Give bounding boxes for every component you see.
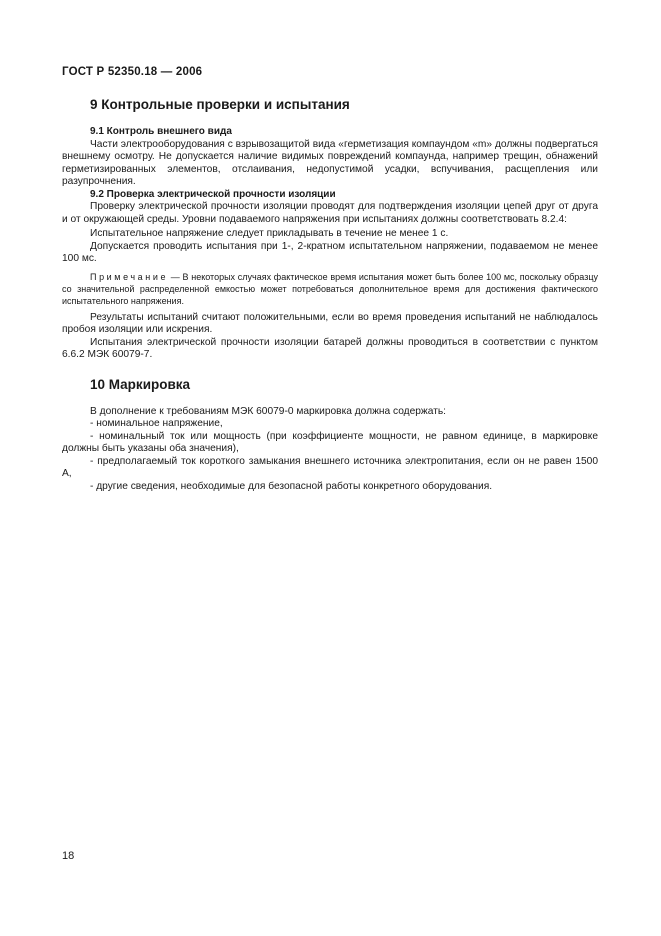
document-body (62, 96, 598, 493)
marking-item: - номинальное напряжение, (90, 418, 223, 429)
note-paragraph (62, 271, 598, 307)
marking-item: - предполагаемый ток короткого замыкания внешнего источника электропитания, если он не равен 1500 А, (62, 455, 598, 479)
section-9-2-paragraph-4: Результаты испытаний считают положительными, если во время проведения испытаний не наблюдалось пробоя изоляции или искрения. (62, 311, 598, 335)
section-9-2-paragraph-1: Проверку электрической прочности изоляции проводят для подтверждения изоляции цепей друг от друга и от окружающей среды. Уровни подаваемого напряжения при испытаниях должны соответствовать 8.2.4: (62, 201, 598, 225)
marking-item: - другие сведения, необходимые для безопасной работы конкретного оборудования. (90, 480, 493, 492)
section-10-intro: В дополнение к требованиям МЭК 60079-0 маркировка должна содержать: (90, 405, 446, 417)
page-number: 18 (62, 850, 75, 862)
marking-item: - номинальный ток или мощность (при коэффициенте мощности, не равном единице, в маркировке должны быть указаны оба значения), (62, 430, 598, 454)
section-9-2-paragraph-3: Допускается проводить испытания при 1-, 2-кратном испытательном напряжении, подаваемом не менее 100 мс. (62, 240, 598, 264)
section-9-2-paragraph-5: Испытания электрической прочности изоляции батарей должны проводиться в соответствии с пунктом 6.6.2 МЭК 60079-7. (62, 336, 598, 360)
note-text: — В некоторых случаях фактическое время испытания может быть более 100 мс, поскольку образцу со значительной распределенной емкостью может потребоваться дополнительное время для достижения фактического испытательного напряжения. (62, 271, 598, 306)
document-header: ГОСТ Р 52350.18 — 2006 (62, 66, 203, 78)
section-9-1-paragraph: Части электрооборудования с взрывозащитой вида «герметизация компаундом «m» должны подвергаться внешнему осмотру. Не допускается наличие видимых повреждений компаунда, например трещин, обнажений герметизированных элементов, отслаивания, недопустимой усадки, вспучивания, расщепления или разупрочнения. (62, 138, 598, 187)
section-10-title: 10 Маркировка (90, 376, 191, 392)
section-9-1-title: 9.1 Контроль внешнего вида (90, 126, 232, 137)
section-9-title: 9 Контрольные проверки и испытания (90, 97, 350, 112)
section-9-2-paragraph-2: Испытательное напряжение следует прикладывать в течение не менее 1 с. (90, 228, 449, 239)
note-label: Примечание (90, 271, 169, 282)
section-9-2-title: 9.2 Проверка электрической прочности изоляции (90, 188, 336, 200)
